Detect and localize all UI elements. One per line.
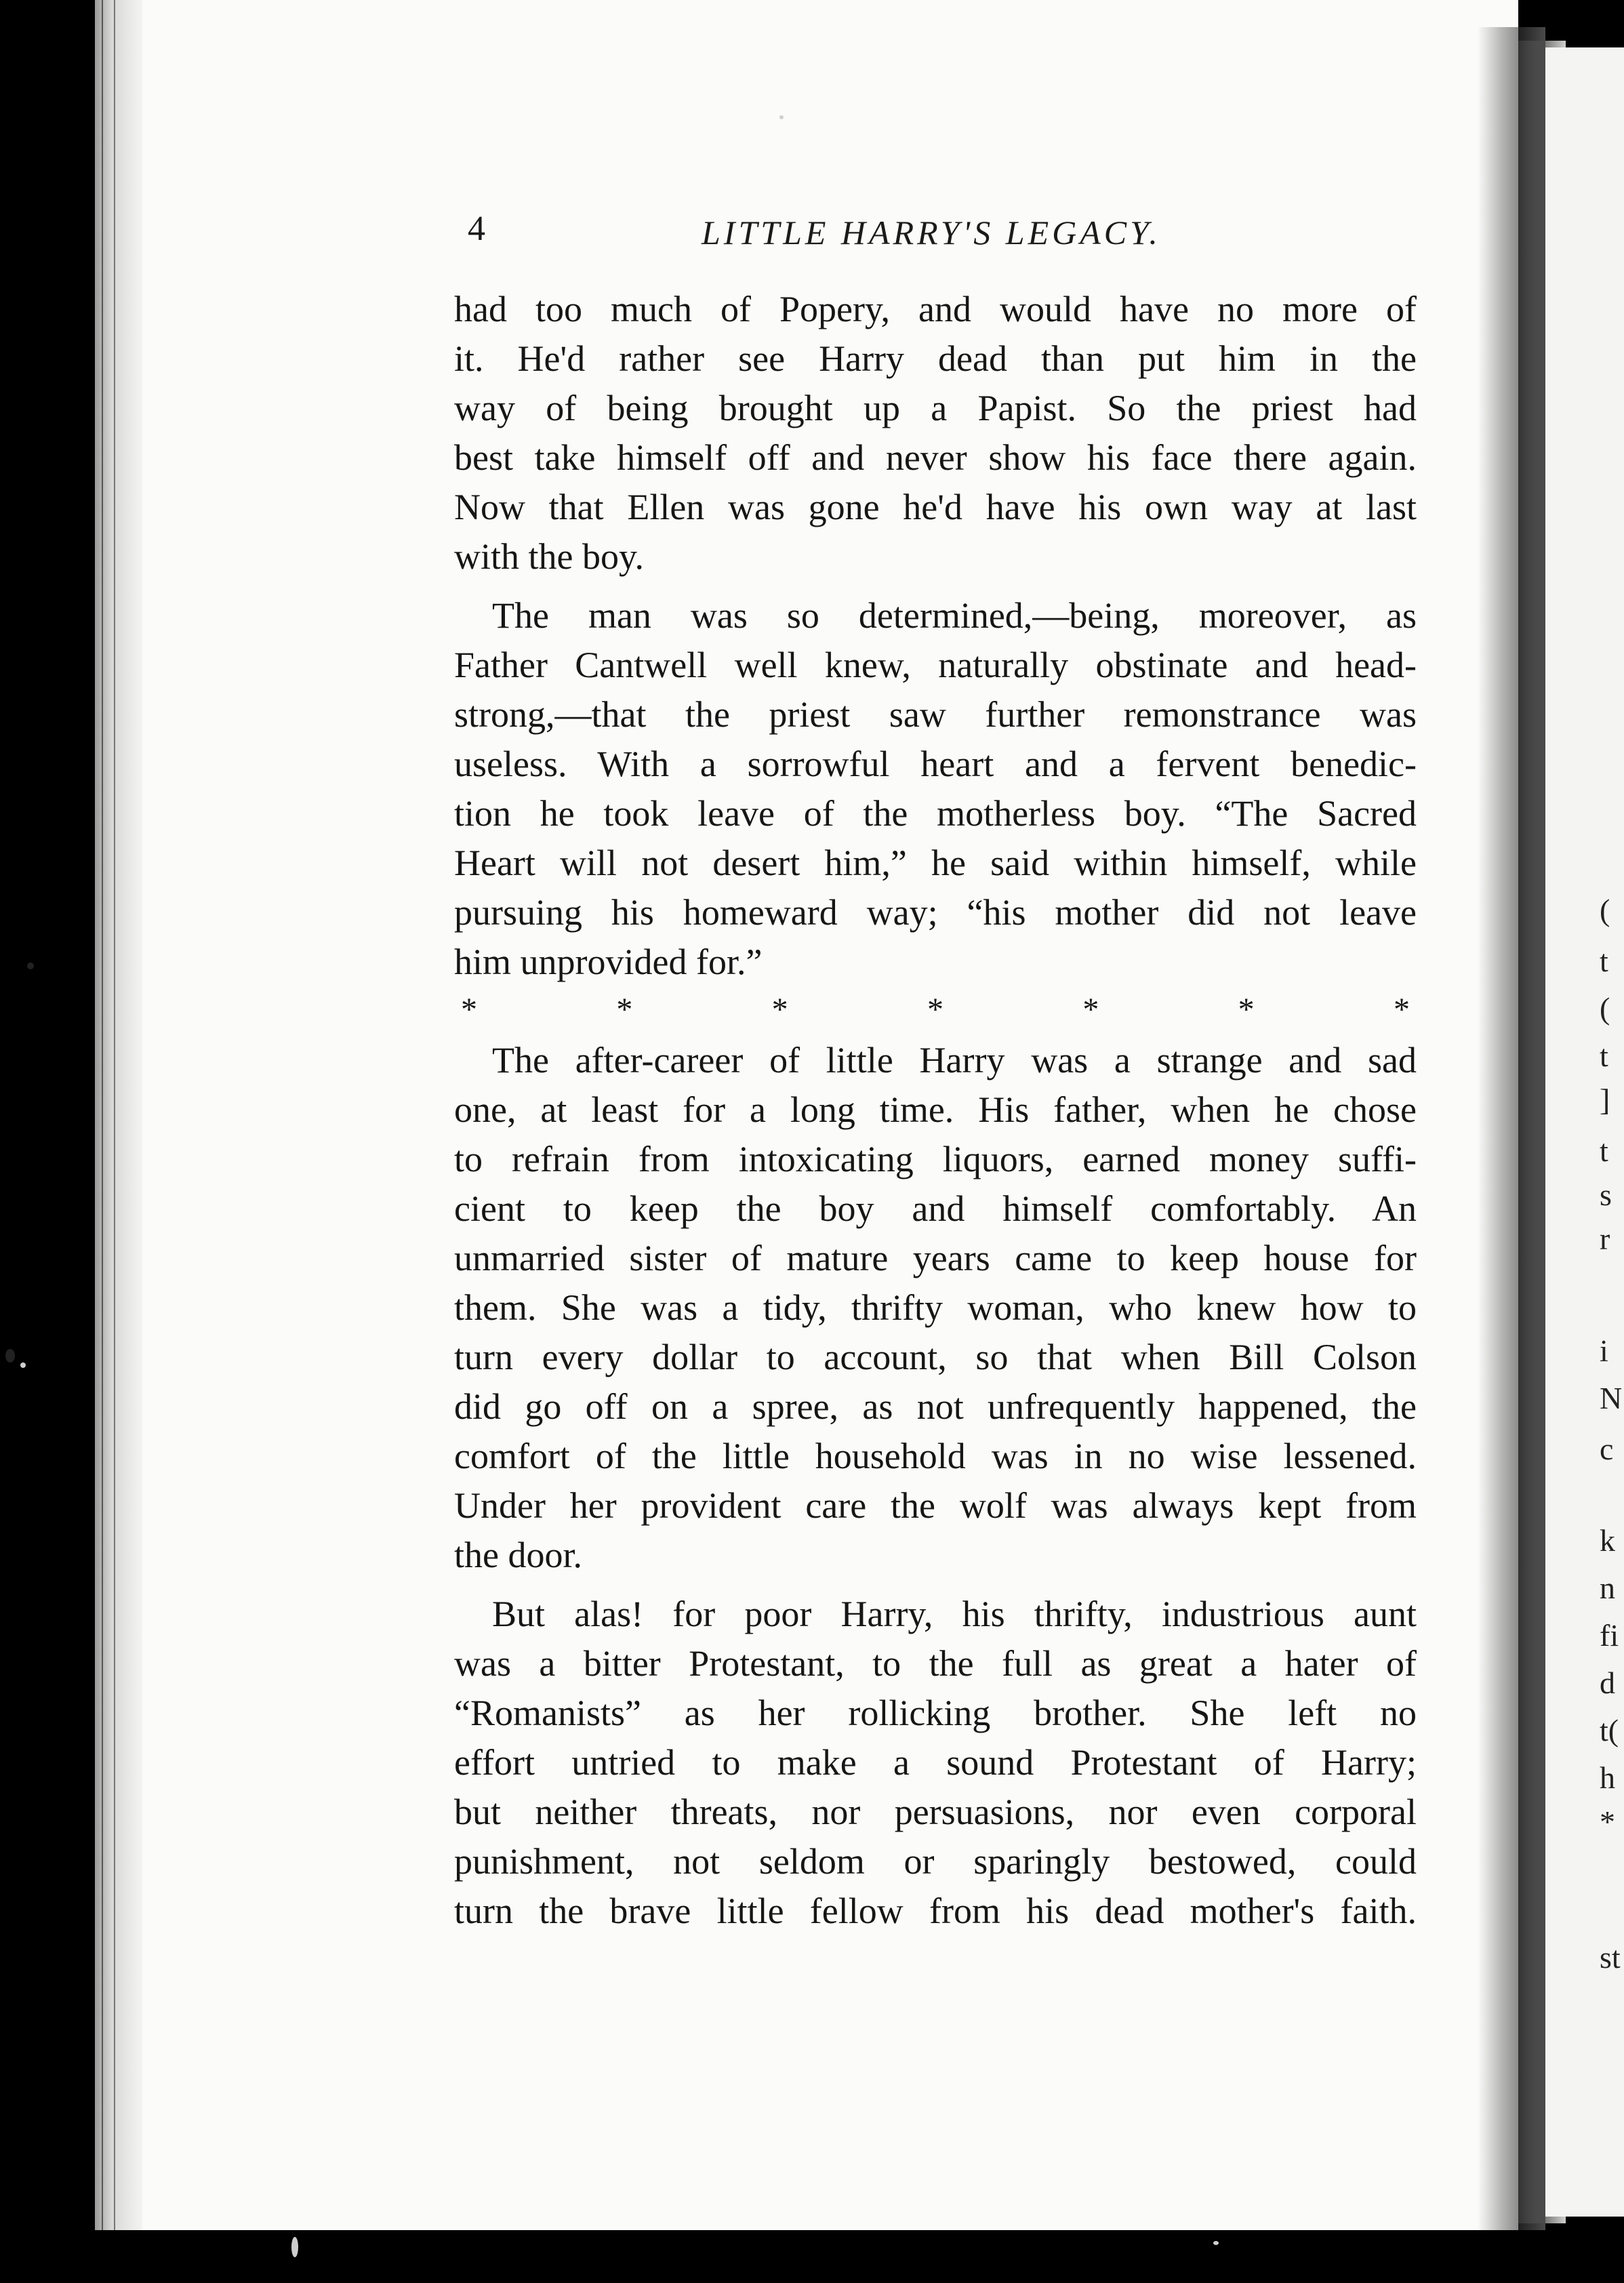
facing-fragment: s [1600,1177,1612,1212]
page-number: 4 [468,209,485,248]
text-line: pursuing his homeward way; “his mother did not leave [454,892,1417,933]
scan-speck [779,115,784,119]
facing-fragment: ( [1600,991,1610,1026]
text-line: the door. [454,1535,582,1575]
text-line: The after-career of little Harry was a strange and sad [492,1040,1417,1080]
paragraph [454,285,1417,582]
facing-fragment: t [1600,944,1608,978]
text-line: The man was so determined,—being, moreover, as [492,595,1417,636]
asterisk: * [616,992,633,1028]
paragraph [454,1036,1417,1580]
asterisk: * [771,992,788,1028]
text-line: Heart will not desert him,” he said within himself, while [454,843,1417,883]
text-line: did go off on a spree, as not unfrequently happened, the [454,1386,1417,1427]
text-line: comfort of the little household was in no wise lessened. [454,1436,1417,1476]
text-line: way of being brought up a Papist. So the priest had [454,388,1417,428]
text-line: strong,—that the priest saw further remonstrance was [454,694,1417,735]
text-line: turn the brave little fellow from his dead mother's faith. [454,1891,1417,1931]
facing-fragment: N [1600,1381,1623,1415]
body-text [454,285,1417,1936]
scan-speck [291,2237,298,2257]
scan-speck [5,1349,15,1362]
text-line: to refrain from intoxicating liquors, earned money suffi- [454,1139,1417,1179]
section-break [461,990,1410,1030]
page-edge-shadow [1478,27,1545,2230]
facing-fragment: ( [1600,893,1610,927]
paragraph [454,1590,1417,1936]
facing-fragment: ] [1600,1083,1610,1117]
facing-fragment: n [1600,1571,1615,1605]
text-line: punishment, not seldom or sparingly bestowed, could [454,1841,1417,1882]
facing-fragment: t( [1600,1713,1619,1747]
running-title: LITTLE HARRY'S LEGACY. [702,214,1161,251]
asterisk: * [1082,992,1099,1028]
scan-speck [20,1362,26,1368]
text-line: it. He'd rather see Harry dead than put him in the [454,338,1417,379]
text-line: effort untried to make a sound Protestant of Harry; [454,1742,1417,1783]
facing-fragment: k [1600,1523,1615,1558]
paragraph [454,591,1417,987]
facing-fragment: t [1600,1038,1608,1073]
gutter-line [102,0,103,2230]
text-line: turn every dollar to account, so that when Bill Colson [454,1337,1417,1377]
text-line: “Romanists” as her rollicking brother. She left no [454,1693,1417,1733]
text-line: was a bitter Protestant, to the full as great a hater of [454,1643,1417,1684]
facing-fragment: * [1600,1804,1615,1839]
text-line: with the boy. [454,536,644,577]
text-line: tion he took leave of the motherless boy. “The Sacred [454,793,1417,834]
text-line: But alas! for poor Harry, his thrifty, industrious aunt [492,1594,1417,1634]
asterisk: * [1393,992,1410,1028]
asterisk: * [927,992,943,1028]
text-line: Father Cantwell well knew, naturally obstinate and head- [454,645,1417,685]
facing-fragment: st [1600,1940,1621,1975]
facing-fragment: t [1600,1133,1608,1168]
text-line: but neither threats, nor persuasions, nor even corporal [454,1792,1417,1832]
facing-page [1545,47,1624,2217]
facing-fragment: c [1600,1432,1614,1466]
facing-fragment: r [1600,1221,1610,1256]
scan-speck [1213,2241,1219,2245]
facing-fragment: fi [1600,1618,1619,1653]
scan-speck [27,963,34,969]
text-line: one, at least for a long time. His father, when he chose [454,1089,1417,1130]
gutter-line [114,0,115,2230]
running-head [468,209,1430,263]
asterisk: * [461,992,477,1028]
text-line: Under her provident care the wolf was always kept from [454,1485,1417,1526]
text-line: Now that Ellen was gone he'd have his own way at last [454,487,1417,527]
facing-fragment: i [1600,1333,1608,1368]
text-line: had too much of Popery, and would have no more of [454,289,1417,329]
asterisk: * [1238,992,1255,1028]
text-line: him unprovided for.” [454,942,763,982]
text-line: useless. With a sorrowful heart and a fervent benedic- [454,744,1417,784]
text-line: them. She was a tidy, thrifty woman, who knew how to [454,1287,1417,1328]
text-line: cient to keep the boy and himself comfortably. An [454,1188,1417,1229]
text-line: best take himself off and never show his face there again. [454,437,1417,478]
facing-fragment: d [1600,1665,1615,1700]
facing-fragment: h [1600,1760,1615,1795]
text-line: unmarried sister of mature years came to keep house for [454,1238,1417,1278]
